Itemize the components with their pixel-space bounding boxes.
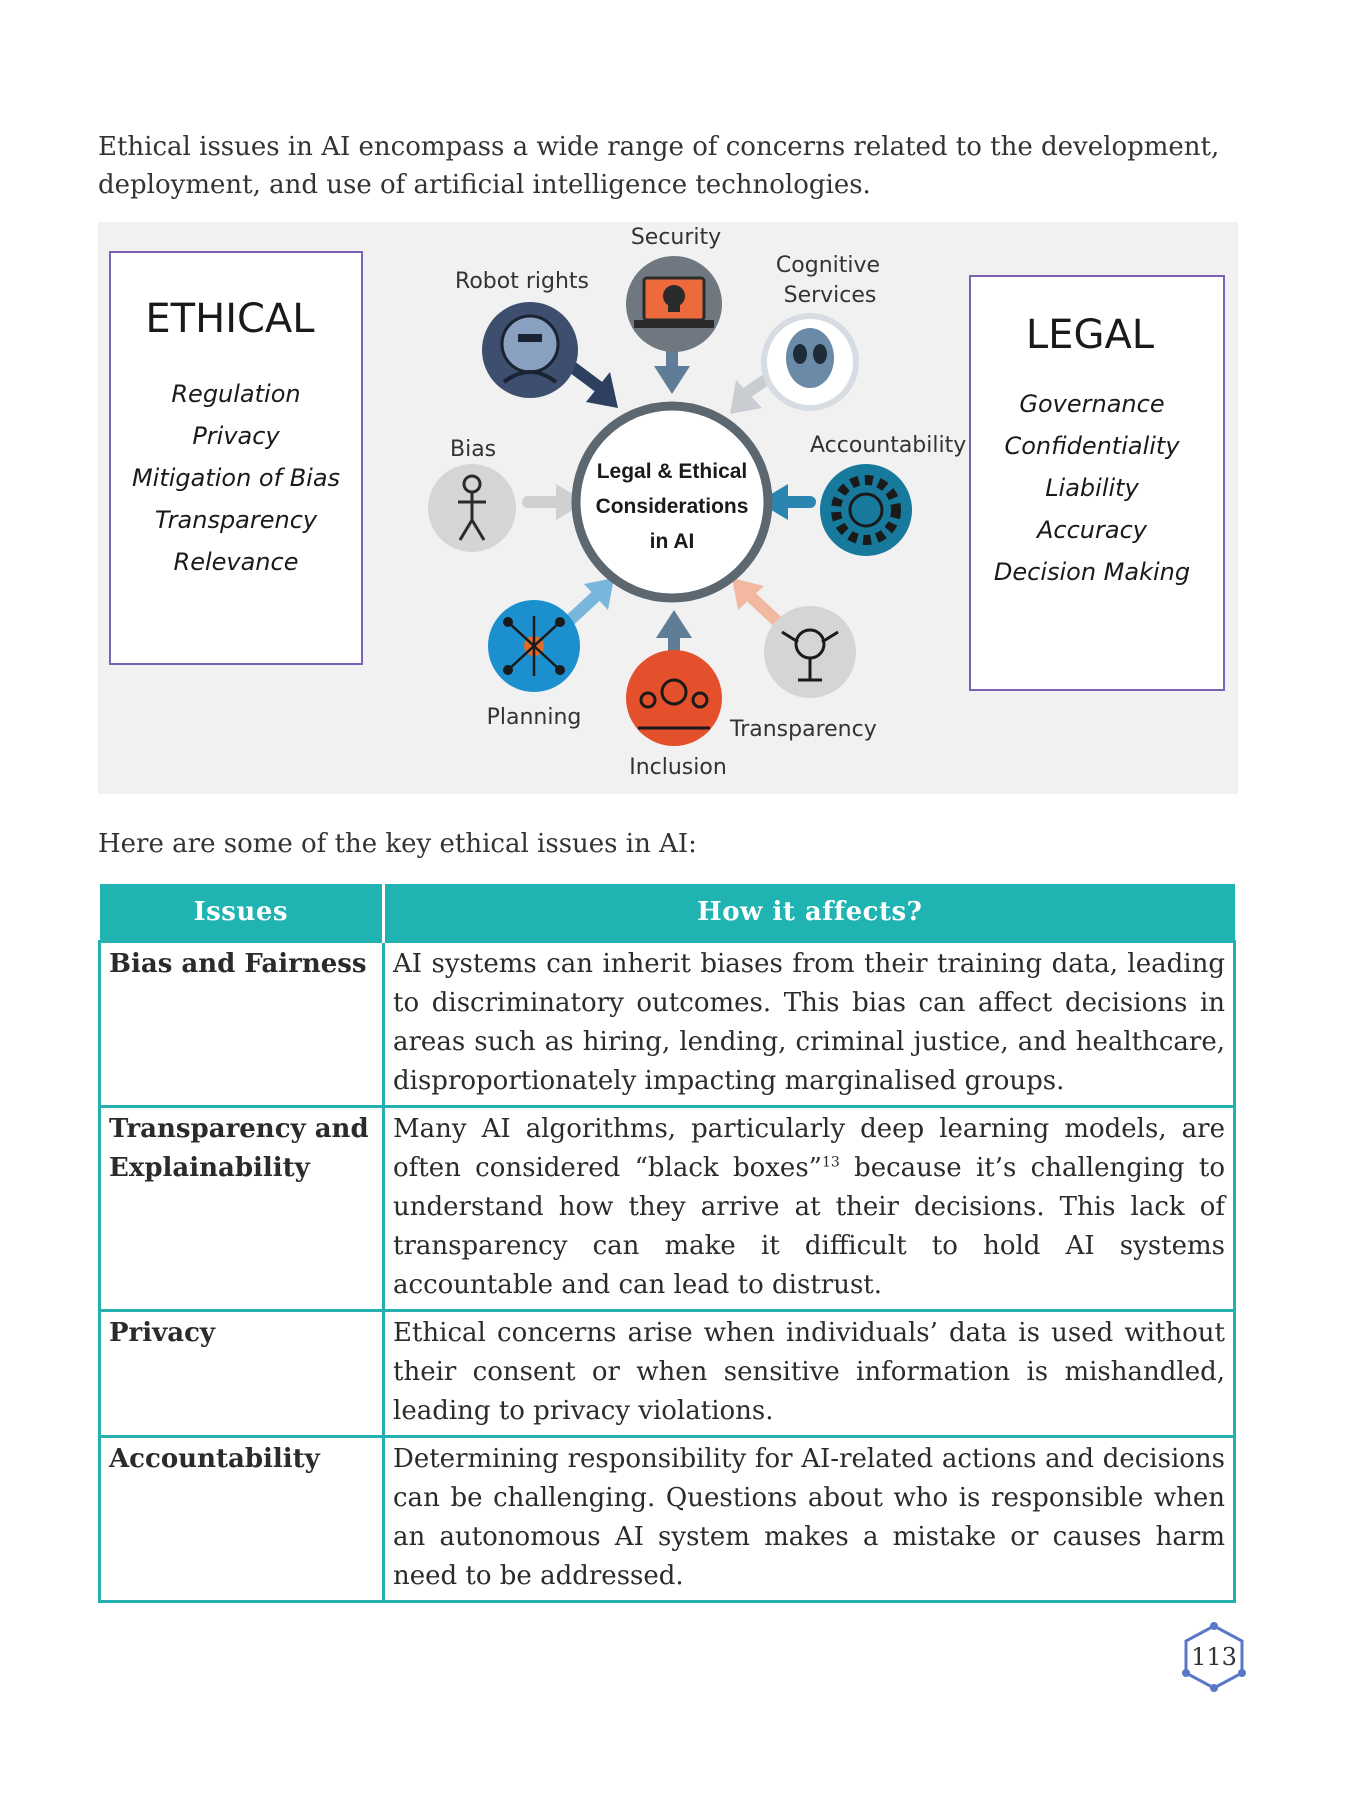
legal-item: Liability [1045,474,1139,502]
diagram-canvas [98,222,1238,794]
alien-icon [786,328,834,388]
ethical-issues-table [98,884,1236,1603]
table-row [100,1311,1235,1437]
table-row [100,942,1235,1107]
transparency-node [729,606,877,742]
issue-cell: Privacy [100,1311,384,1437]
transparency-label: Transparency [730,717,877,742]
inclusion-node [626,650,727,780]
inclusion-label: Inclusion [629,755,727,780]
legal-title: LEGAL [1025,312,1155,358]
legal-box [970,276,1224,690]
ethical-item: Transparency [154,506,318,534]
description-cell [384,1107,1235,1311]
center-label-line: Considerations [595,495,749,518]
description-cell: Ethical concerns arise when individuals’ data is used without their consent or when sensitive information is mishandled, leading to privacy violations. [384,1311,1235,1437]
hexagon-icon [1180,1622,1248,1692]
issue-cell: Accountability [100,1437,384,1602]
cognitive-label: Cognitive [775,253,881,278]
ethical-item: Privacy [192,422,280,450]
robot-rights-node [455,269,589,398]
robot-head-icon [502,316,558,372]
legal-ethical-diagram [98,222,1238,794]
security-label: Security [630,225,722,250]
security-node [626,225,722,352]
description-text: Many AI algorithms, particularly deep learning models, are often considered “black boxes” [393,1114,1225,1183]
ethical-title: ETHICAL [145,296,315,342]
center-label-line: in AI [649,530,695,553]
bias-label: Bias [450,437,497,462]
planning-label: Planning [486,705,582,730]
header-how-it-affects: How it affects? [384,884,1235,942]
skull-icon [663,285,685,307]
table-lead-text: Here are some of the key ethical issues in AI: [98,829,697,859]
table-row [100,1107,1235,1311]
table-row [100,1437,1235,1602]
legal-item: Accuracy [1037,516,1147,544]
issue-cell: Bias and Fairness [100,942,384,1107]
intro-paragraph: Ethical issues in AI encompass a wide range of concerns related to the development, deployment, and use of artificial intelligence technologies. [98,132,1220,200]
ethical-item: Relevance [173,548,299,576]
table-header-row [100,884,1235,942]
page-number: 113 [1191,1643,1237,1671]
legal-item: Confidentiality [1004,432,1180,460]
accountability-node [810,433,966,556]
center-ring [576,406,768,598]
header-issues: Issues [100,884,384,942]
cognitive-label: Services [783,283,877,308]
description-cell: AI systems can inherit biases from their training data, leading to discriminatory outcomes. This bias can affect decisions in areas such as hiring, lending, criminal justice, and healthcare, disproportionately impacting marginalised groups. [384,942,1235,1107]
ethical-item: Mitigation of Bias [131,464,341,492]
bias-node [428,437,516,552]
ethical-item: Regulation [171,380,301,408]
cognitive-services-node [764,253,880,408]
legal-item: Governance [1019,390,1165,418]
center-label-line: Legal & Ethical [596,460,748,483]
planning-node [487,600,582,730]
description-cell: Determining responsibility for AI-related actions and decisions can be challenging. Questions about who is responsible when an autonomous AI system makes a mistake or causes harm need to be addressed. [384,1437,1235,1602]
page-number-badge [1180,1622,1248,1692]
description-text: because it’s challenging to understand how they arrive at their decisions. This lack of transparency can make it difficult to hold AI systems accountable and can lead to distrust. [393,1153,1225,1300]
footnote-marker: 13 [821,1154,840,1171]
issue-cell: Transparency and Explainability [100,1107,384,1311]
ethical-box [110,252,362,664]
legal-item: Decision Making [993,558,1191,586]
robot-rights-label: Robot rights [455,269,589,294]
accountability-label: Accountability [810,433,967,458]
